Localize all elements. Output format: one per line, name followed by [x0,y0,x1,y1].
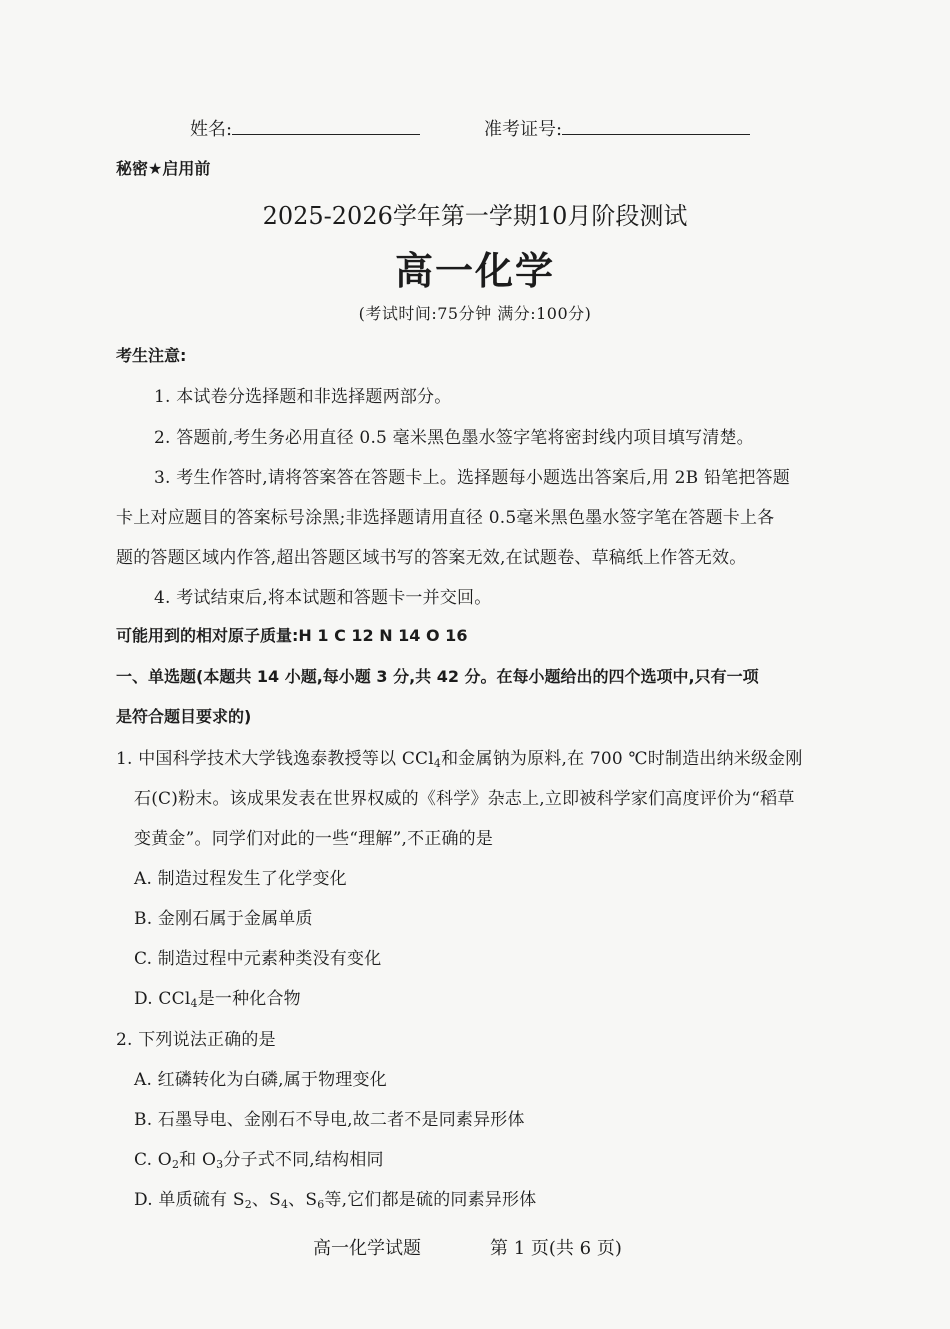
q1-stem-part2: 和金属钠为原料,在 700 ℃时制造出纳米级金刚 [441,749,803,769]
q2-option-d-part2: 、S [251,1190,281,1210]
exam-id-label: 准考证号: [484,119,563,140]
q1-stem [116,744,803,770]
notice-item-3-cont: 卡上对应题目的答案标号涂黑;非选择题请用直径 0.5毫米黑色墨水签字笔在答题卡上各 [116,508,775,528]
notice-item-2: 2. 答题前,考生务必用直径 0.5 毫米黑色墨水签字笔将密封线内项目填写清楚。 [154,428,754,448]
q2-option-d-sub3: 6 [317,1198,325,1211]
notice-heading: 考生注意: [116,346,187,365]
q1-option-d [134,984,301,1010]
notice-item-1: 1. 本试卷分选择题和非选择题两部分。 [154,387,452,407]
q1-subscript: 4 [433,757,442,770]
exam-id-field [484,115,750,141]
q2-option-b: B. 石墨导电、金刚石不导电,故二者不是同素异形体 [134,1110,525,1130]
q2-option-d-part3: 、S [288,1190,318,1210]
q2-option-d-sub1: 2 [244,1198,252,1211]
q2-option-c-sub2: 3 [216,1158,224,1171]
q2-option-c-sub1: 2 [171,1158,180,1171]
footer-page-number: 第 1 页(共 6 页) [490,1238,622,1259]
name-field [190,115,420,141]
notice-item-4: 4. 考试结束后,将本试题和答题卡一并交回。 [154,588,492,608]
q2-option-d-part1: D. 单质硫有 S [134,1190,245,1210]
q2-option-c-part3: 分子式不同,结构相同 [223,1150,384,1170]
footer-title: 高一化学试题 [313,1238,421,1259]
atomic-masses: 可能用到的相对原子质量:H 1 C 12 N 14 O 16 [116,626,468,645]
q2-option-a: A. 红磷转化为白磷,属于物理变化 [134,1070,387,1090]
q2-option-d-sub2: 4 [280,1198,289,1211]
q1-stem-part1: 1. 中国科学技术大学钱逸泰教授等以 CCl [116,749,434,769]
q1-stem-line3: 变黄金”。同学们对此的一些“理解”,不正确的是 [134,829,494,849]
q2-option-c [134,1145,384,1171]
exam-info: (考试时间:75分钟 满分:100分) [358,304,592,323]
exam-id-blank [562,120,750,135]
exam-title: 2025-2026学年第一学期10月阶段测试 [262,202,688,230]
name-blank [232,120,420,135]
name-label: 姓名: [190,119,233,140]
q1-option-d-part2: 是一种化合物 [197,989,301,1009]
section-heading: 一、单选题(本题共 14 小题,每小题 3 分,共 42 分。在每小题给出的四个选项中,只有一项 [116,667,759,686]
notice-item-3-cont2: 题的答题区域内作答,超出答题区域书写的答案无效,在试题卷、草稿纸上作答无效。 [116,548,747,568]
q1-option-b: B. 金刚石属于金属单质 [134,909,313,929]
q2-option-d [134,1185,536,1211]
q2-option-c-part2: 和 O [179,1150,217,1170]
q2-option-d-part4: 等,它们都是硫的同素异形体 [324,1190,537,1210]
subject-title: 高一化学 [394,248,555,293]
q1-option-d-subscript: 4 [190,997,198,1010]
section-heading-cont: 是符合题目要求的) [116,707,252,726]
q1-option-c: C. 制造过程中元素种类没有变化 [134,949,382,969]
q1-option-d-part1: D. CCl [134,989,191,1009]
q2-stem: 2. 下列说法正确的是 [116,1030,276,1050]
q1-stem-line2: 石(C)粉末。该成果发表在世界权威的《科学》杂志上,立即被科学家们高度评价为“稻草 [134,789,795,809]
q2-option-c-part1: C. O [134,1150,172,1170]
notice-item-3: 3. 考生作答时,请将答案答在答题卡上。选择题每小题选出答案后,用 2B 铅笔把答题 [154,468,790,488]
secret-label: 秘密★启用前 [116,159,211,178]
q1-option-a: A. 制造过程发生了化学变化 [134,869,347,889]
